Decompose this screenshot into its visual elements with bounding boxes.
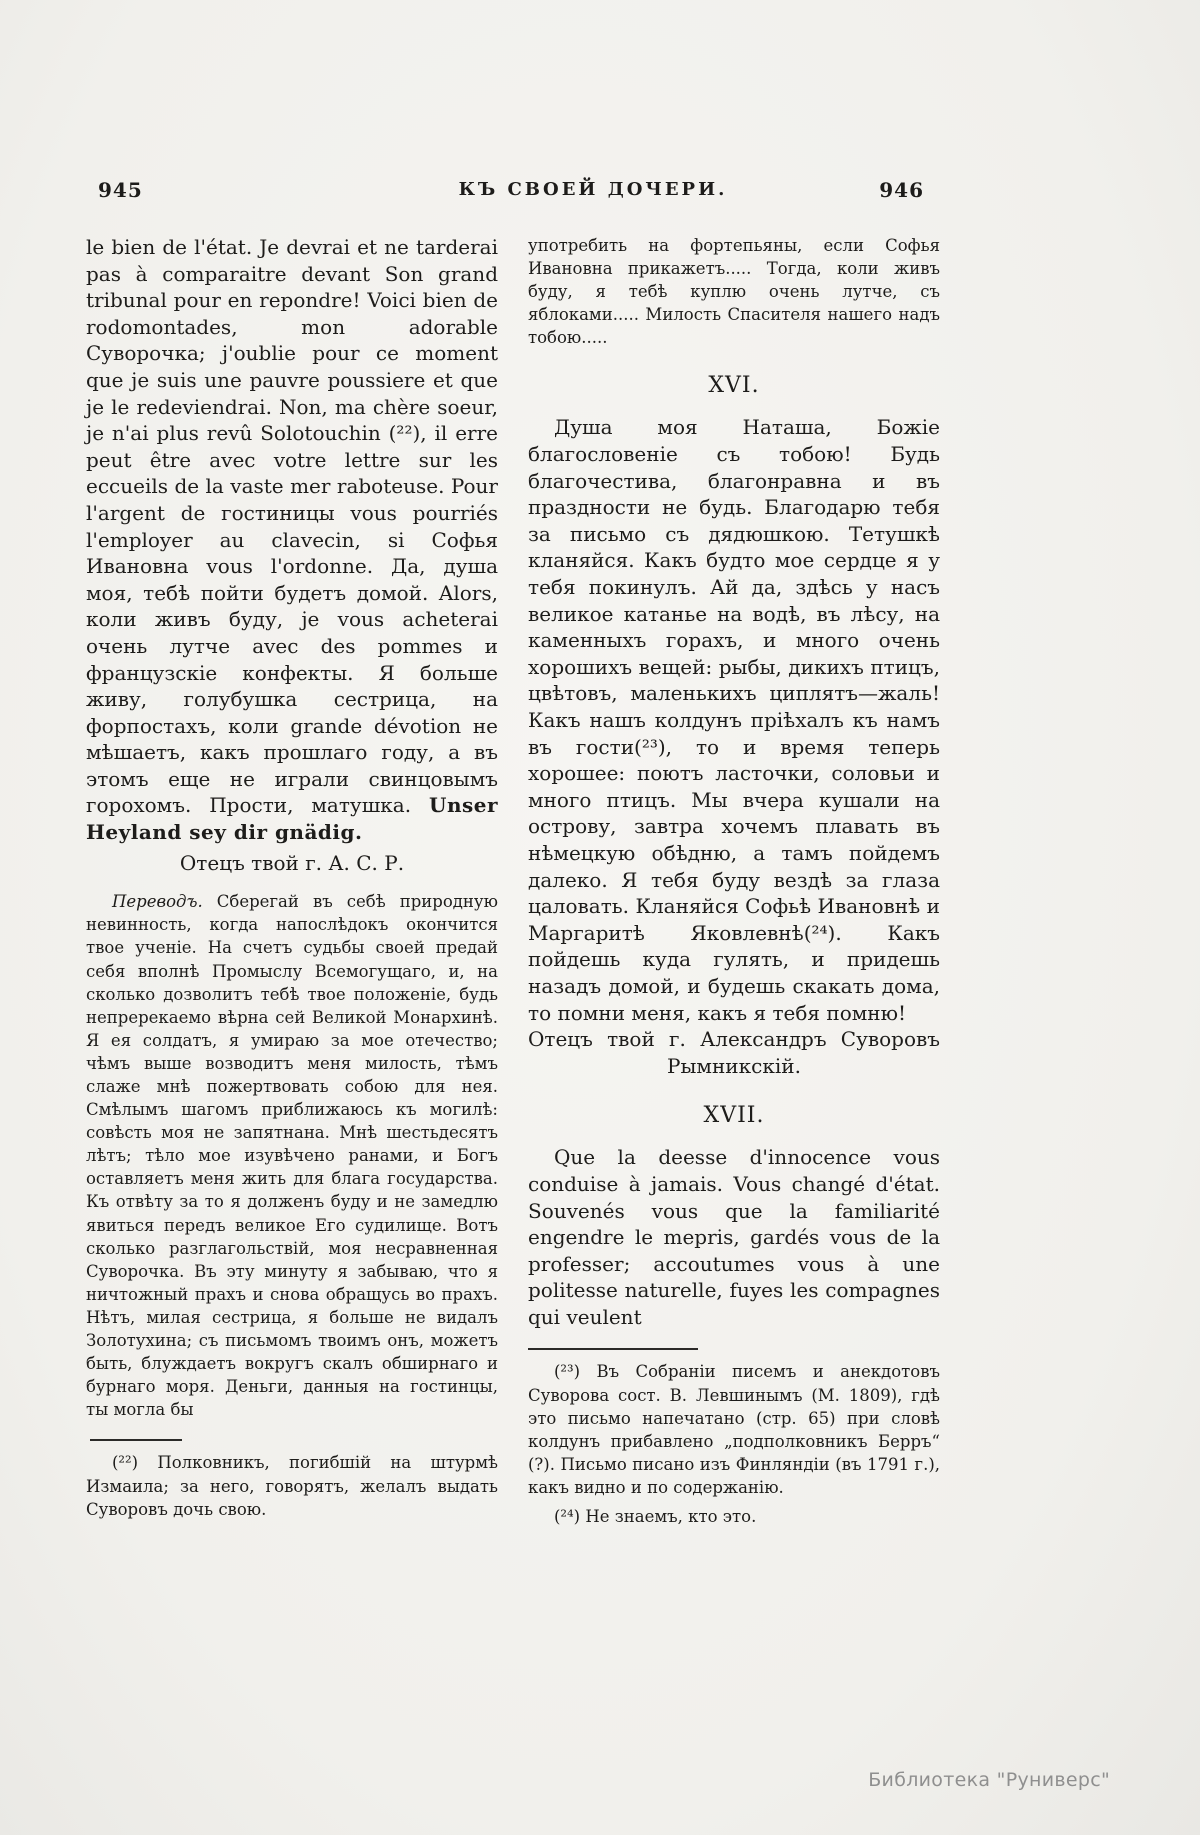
letter-continuation-paragraph [86, 234, 498, 846]
translation-continuation-paragraph: употребить на фортепьяны, если Софья Ивановна прикажетъ..... Тогда, коли живъ буду, я тебѣ куплю очень лутче, съ яблоками..... Милость Спасителя нашего надъ тобою..... [528, 236, 940, 348]
translation-text: Сберегай въ себѣ природную невинность, когда напослѣдокъ окончится твое ученіе. На счетъ судьбы своей предай себя вполнѣ Промыслу Всемогущаго, и, на сколько дозволитъ тебѣ твое положеніе, будь непререкаемо вѣрна сей Великой Монархинѣ. Я ея солдатъ, я умираю за мое отечество; чѣмъ выше возводитъ меня милость, тѣмъ слаже мнѣ пожертвовать собою для нея. Смѣлымъ шагомъ приближаюсь къ могилѣ: совѣсть моя не запятнана. Мнѣ шестьдесятъ лѣтъ; тѣло мое изувѣчено ранами, и Богъ оставляетъ меня жить для блага государства. Къ отвѣту за то я долженъ буду и не замедлю явиться передъ великое Его судилище. Вотъ сколько разглагольствій, моя несравненная Суворочка. Въ эту минуту я забываю, что я ничтожный прахъ и снова обращусь во прахъ. Нѣтъ, милая сестрица, я больше не видалъ Золотухина; съ письмомъ твоимъ онъ, можетъ быть, блуждаетъ вокругъ скалъ обширнаго и бурнаго моря. Деньги, данныя на гостинцы, ты могла бы [86, 892, 498, 1420]
translation-label: Переводъ. [112, 892, 203, 912]
letter-xvii-paragraph: Que la deesse d'innocence vous conduise à jamais. Vous changé d'état. Souvenés vous que la familiarité engendre le mepris, gardés vous de la professer; accoutumes vous à une politesse naturelle, fuyes les compagnes qui veulent [528, 1145, 940, 1329]
two-column-text-block [86, 234, 940, 1534]
german-fraktur-sentence: Unser Heyland sey dir gnädig. [86, 793, 499, 845]
page-header [86, 176, 940, 206]
letter-body-text: le bien de l'état. Je devrai et ne tarderai pas à comparaitre devant Son grand tribunal pour en repondre! Voici bien de rodomontades, mon adorable Суворочка; j'oublie pour ce moment que je suis une pauvre poussiere et que je le redeviendrai. Non, ma chère soeur, je n'ai plus revû Solotouchin (²²), il erre peut être avec votre lettre sur les eccueils de la vaste mer raboteuse. Pour l'argent de гостиницы vous pourriés l'employer au clavecin, si Софья Ивановна vous l'ordonne. Да, душа моя, тебѣ пойти будетъ домой. Alors, коли живъ буду, je vous acheterai очень лутче avec des pommes и французскіе конфекты. Я больше живу, голубушка сестрица, на форпостахъ, коли grande dévotion не мѣшаетъ, какъ прошлаго году, а въ этомъ еще не играли свинцовымъ горохомъ. Прости, матушка. [86, 235, 498, 818]
section-heading-xvii: XVII. [703, 1103, 765, 1129]
right-column [528, 234, 940, 1534]
page-number-left: 945 [98, 178, 143, 202]
running-title: КЪ СВОЕЙ ДОЧЕРИ. [458, 179, 728, 200]
footnote-divider-right [528, 1348, 698, 1350]
footnote-22: (²²) Полковникъ, погибшій на штурмѣ Измаила; за него, говорятъ, желалъ выдать Суворовъ дочь свою. [86, 1453, 498, 1519]
page-number-right: 946 [879, 178, 924, 202]
page-content [86, 176, 940, 1534]
left-column [86, 234, 498, 1534]
letter-xvi-paragraph: Душа моя Наташа, Божіе благословеніе съ тобою! Будь благочестива, благонравна и въ праздности не будь. Благодарю тебя за письмо съ дядюшкою. Тетушкѣ кланяйся. Какъ будто мое сердце я у тебя покинулъ. Ай да, здѣсь у насъ великое катанье на водѣ, въ лѣсу, на каменныхъ горахъ, и много очень хорошихъ вещей: рыбы, дикихъ птицъ, цвѣтовъ, маленькихъ циплятъ—жаль! Какъ нашъ колдунъ пріѣхалъ къ намъ въ гости(²³), то и время теперь хорошее: поютъ ласточки, соловьи и много птицъ. Мы вчера кушали на острову, завтра хочемъ плавать въ нѣмецкую обѣдню, а тамъ пойдемъ далеко. Я тебя буду вездѣ за глаза цаловать. Кланяйся Софьѣ Ивановнѣ и Маргаритѣ Яковлевнѣ(²⁴). Какъ пойдешь куда гулять, и придешь назадъ домой, и будешь скакать дома, то помни меня, какъ я тебя помню! [528, 415, 940, 1025]
section-heading-xvi: XVI. [708, 373, 760, 399]
footnote-divider-left [90, 1439, 182, 1441]
footnote-24: (²⁴) Не знаемъ, кто это. [554, 1507, 757, 1527]
letter-xvi-signature-line1: Отецъ твой г. Александръ Суворовъ [528, 1027, 940, 1052]
translation-paragraph [86, 890, 498, 1421]
letter-signature: Отецъ твой г. А. С. Р. [179, 850, 405, 875]
letter-xvi-signature-line2: Рымникскій. [667, 1053, 801, 1078]
library-watermark: Библиотека "Руниверс" [868, 1769, 1110, 1791]
footnote-23: (²³) Въ Собраніи писемъ и анекдотовъ Суворова сост. В. Левшинымъ (М. 1809), гдѣ это письмо напечатано (стр. 65) при словѣ колдунъ прибавлено „подполковникъ Берръ“ (?). Письмо писано изъ Финляндіи (въ 1791 г.), какъ видно и по содержанію. [528, 1362, 940, 1497]
